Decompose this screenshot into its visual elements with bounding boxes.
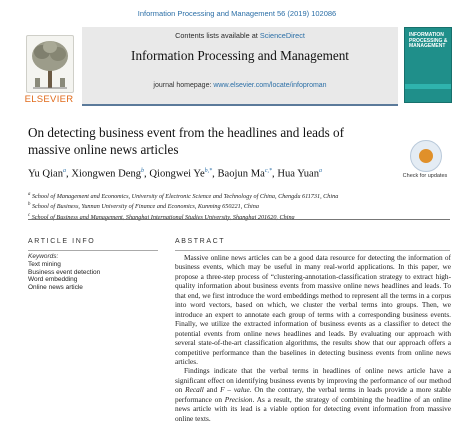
affiliation-line: $^c$ School of Business and Management, Shanghai International Studies University, Shanghai 201620, China xyxy=(28,212,295,221)
affiliation-line: $^a$ School of Management and Economics, University of Electronic Science and Technology of China, Chengdu 611731, China xyxy=(28,192,339,201)
author-affil-marker: b,* xyxy=(204,168,213,174)
cover-title: INFORMATION PROCESSING & MANAGEMENT xyxy=(409,32,448,50)
affiliations xyxy=(28,191,408,222)
keyword: Online news article xyxy=(28,283,83,291)
keywords-label: Keywords: xyxy=(28,253,59,260)
affiliation-line: $^b$ School of Business, Yunnan University of Finance and Economics, Kunming 650221, China xyxy=(28,202,259,211)
check-for-updates-icon[interactable] xyxy=(410,140,442,172)
divider xyxy=(28,250,158,251)
divider xyxy=(175,250,450,251)
homepage-link[interactable]: www.elsevier.com/locate/infoproman xyxy=(213,82,327,89)
journal-masthead xyxy=(82,27,398,106)
journal-cover-image xyxy=(404,27,452,103)
article-title: On detecting business event from the headlines and leads of massive online news articles xyxy=(28,125,345,157)
author-name[interactable]: Hua Yuan xyxy=(277,168,319,180)
homepage-prefix: journal homepage: xyxy=(153,82,214,89)
journal-citation: Information Processing and Management 56 (2019) 102086 xyxy=(137,9,337,18)
keyword: Word embedding xyxy=(28,276,78,284)
contents-line xyxy=(82,31,398,40)
keywords-list xyxy=(28,261,100,291)
journal-homepage xyxy=(82,82,398,89)
journal-title: Information Processing and Management xyxy=(131,48,349,63)
author-name[interactable]: Xiongwen Deng xyxy=(71,168,142,180)
elsevier-logo xyxy=(22,35,76,105)
author-name[interactable]: Baojun Ma xyxy=(217,168,265,180)
abstract-heading: ABSTRACT xyxy=(175,238,226,245)
article-info-heading: ARTICLE INFO xyxy=(28,238,96,245)
keyword: Business event detection xyxy=(28,268,101,276)
abstract-paragraph: Massive online news articles can be a good data resource for detecting the information of business events, which may be useful in many real-world applications. In this paper, we propose a three-step process of “clustering-annotation-classification strategy to extract high-quality information about business events from massive online news headlines and leads. To that end, we first introduce the word embeddings method to represent all the terms in a corpus into word vectors, based on which, we cluster the verbal terms into groups. Then, we introduce an expert to annotate each group of terms with a corresponding business events. Finally, we utilize the extracted information of business events as a classifier to detect the potential events from online news headlines and leads. By evaluating our approach with several state-of-the-art classification algorithms, the results show that our approach offers a competitive performance than the baselines in detecting business events from online news articles. xyxy=(175,253,451,366)
abstract-paragraph: Findings indicate that the verbal terms in headlines of online news article have a significant effect on identifying business events by improving the performance of our method on Recall and F – value. On the contrary, the verbal terms in leads provide a more stable performance on Precision. As a result, the strategy of combining the headline of an online news article with its lead is a viable option for detecting event information from massive online texts. xyxy=(175,366,452,423)
author-name[interactable]: Yu Qian xyxy=(28,168,64,180)
publisher-name: ELSEVIER xyxy=(24,94,74,105)
sciencedirect-link[interactable]: ScienceDirect xyxy=(259,31,305,40)
check-for-updates-label[interactable]: Check for updates xyxy=(402,173,448,179)
author-affil-marker: a xyxy=(63,168,67,174)
divider xyxy=(28,219,450,220)
author-affil-marker: a xyxy=(319,168,322,174)
check-badge-dot xyxy=(419,149,433,163)
elsevier-tree-icon xyxy=(26,35,74,93)
author-affil-marker: b xyxy=(141,168,145,174)
cover-strip xyxy=(405,84,451,89)
abstract-body xyxy=(175,253,451,423)
author-name[interactable]: Qiongwei Ye xyxy=(149,168,205,180)
keyword: Text mining xyxy=(28,261,61,268)
contents-prefix: Contents lists available at xyxy=(175,31,260,40)
author-affil-marker: c,* xyxy=(264,168,273,174)
author-list: Yu Qian$^a$, Xiongwen Deng$^b$, Qiongwei $Ye^{b,*}$, Baojun $Ma^{c,*}$, Hua Yuan$^a$ xyxy=(28,168,322,180)
